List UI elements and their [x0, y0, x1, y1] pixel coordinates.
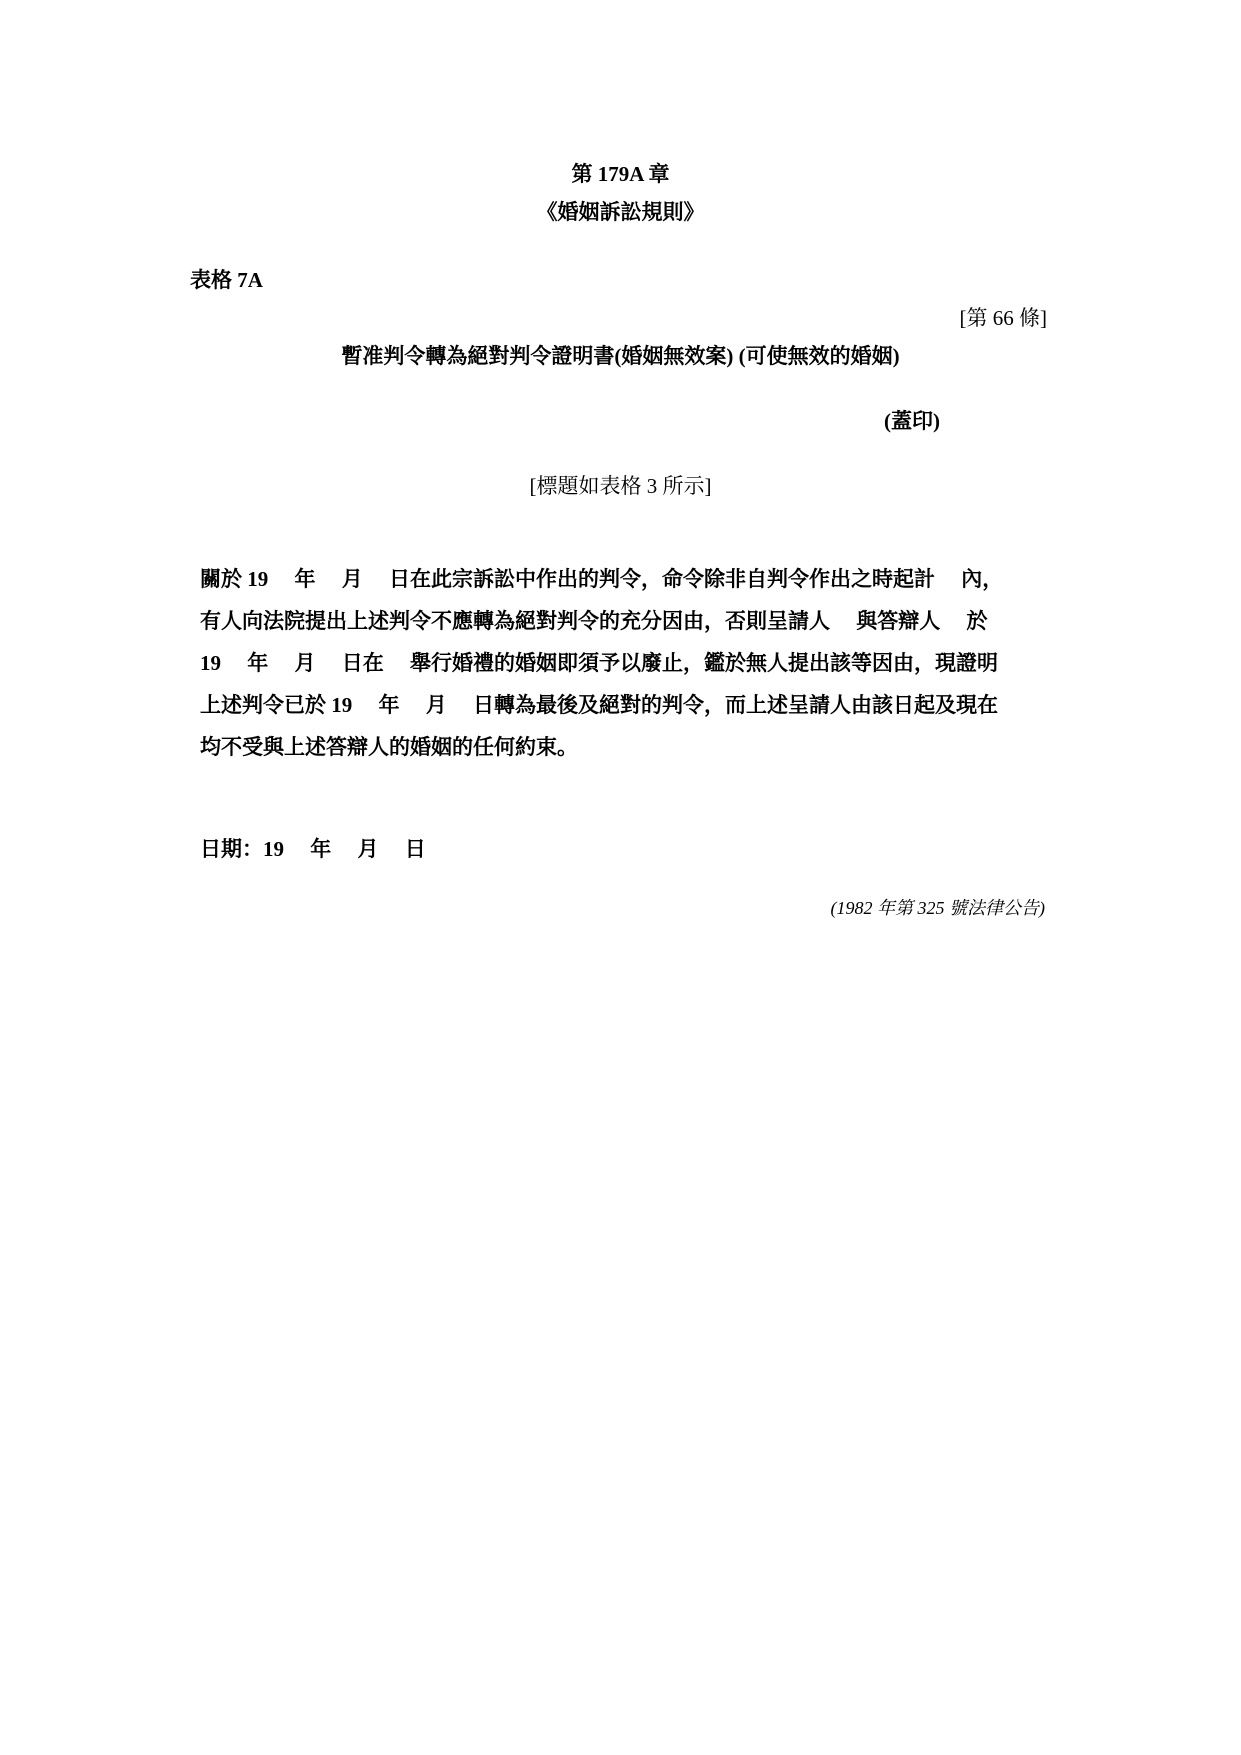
body-line: 上述判令已於 19 年 月 日轉為最後及絕對的判令，而上述呈請人由該日起及現在: [200, 693, 998, 717]
heading-note: [標題如表格 3 所示]: [529, 474, 712, 498]
body-line: 關於 19 年 月 日在此宗訴訟中作出的判令，命令除非自判令作出之時起計 內，: [200, 567, 1004, 591]
body-line: 19 年 月 日在 舉行婚禮的婚姻即須予以廢止，鑑於無人提出該等因由，現證明: [200, 651, 998, 675]
chapter-heading: 第 179A 章: [571, 162, 670, 186]
body-line: 有人向法院提出上述判令不應轉為絕對判令的充分因由，否則呈請人 與答辯人 於: [200, 609, 988, 633]
certificate-body: [200, 558, 1073, 768]
legal-notice-citation: (1982 年第 325 號法律公告): [830, 898, 1045, 918]
form-number: 表格 7A: [190, 268, 263, 292]
section-reference: [第 66 條]: [959, 306, 1047, 330]
seal-note: (蓋印): [884, 409, 940, 433]
date-line: 日期：19 年 月 日: [200, 837, 426, 861]
form-title: 暫准判令轉為絕對判令證明書(婚姻無效案) (可使無效的婚姻): [341, 344, 900, 368]
ordinance-title: 《婚姻訴訟規則》: [536, 200, 705, 224]
body-line: 均不受與上述答辯人的婚姻的任何約束。: [200, 735, 578, 759]
